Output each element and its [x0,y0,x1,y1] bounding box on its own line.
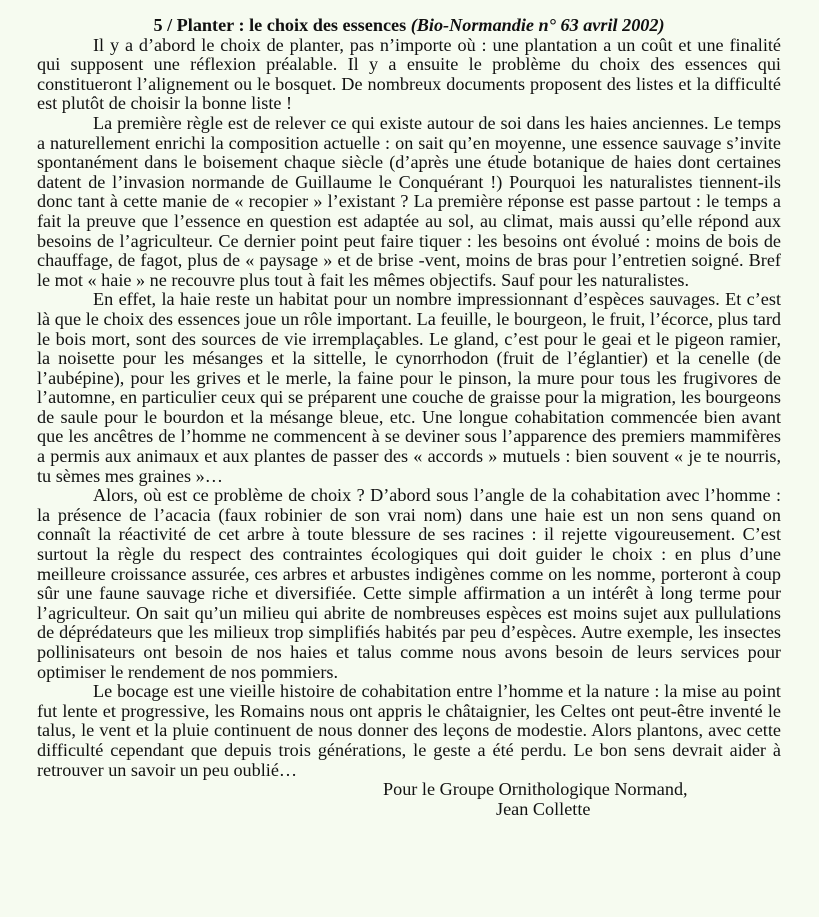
paragraph-2: La première règle est de relever ce qui existe autour de soi dans les haies anciennes. Le temps a naturellement enrichi la composition actuelle : on sait qu’en moyenne, une essence sauvage s’invite spontanément dans le boisement chaque siècle (d’après une étude botanique de haies dont certaines datent de l’invasion normande de Guillaume le Conquérant !) Pourquoi les naturalistes tiennent-ils donc tant à cette manie de « recopier » l’existant ? La première réponse est passe partout : le temps a fait la preuve que l’essence en question est adaptée au sol, au climat, mais aussi qu’elle répond aux besoins de l’agriculteur. Ce dernier point peut faire tiquer : les besoins ont évolué : moins de bois de chauffage, de fagot, plus de « paysage » et de brise -vent, moins de bras pour l’entretien soigné. Bref le mot « haie » ne recouvre plus tout à fait les mêmes objectifs. Sauf pour les naturalistes. [37,112,781,290]
paragraph-4: Alors, où est ce problème de choix ? D’abord sous l’angle de la cohabitation avec l’homme : la présence de l’acacia (faux robinier de son vrai nom) dans une haie est un non sens quand on connaît la réactivité de cet arbre à toute blessure de ses racines : il rejette vigoureusement. C’est surtout la règle du respect des contraintes écologiques qui doit guider le choix : en plus d’une meilleure croissance assurée, ces arbres et arbustes indigènes comme on les nomme, porteront à coup sûr une faune sauvage riche et diversifiée. Cette simple affirmation a un intérêt à long terme pour l’agriculteur. On sait qu’un milieu qui abrite de nombreuses espèces est moins sujet aux pullulations de déprédateurs que les milieux trop simplifiés habités par peu d’espèces. Autre exemple, les insectes pollinisateurs ont besoin de nos haies et talus comme nous avons besoin de leurs services pour optimiser le rendement de nos pommiers. [37,485,781,682]
paragraph-3: En effet, la haie reste un habitat pour un nombre impressionnant d’espèces sauvages. Et c’est là que le choix des essences joue un rôle important. La feuille, le bourgeon, le fruit, l’écorce, plus tard le bois mort, sont des sources de vie irremplaçables. Le gland, c’est pour le geai et le pigeon ramier, la noisette pour les mésanges et la sittelle, le cynorrhodon (fruit de l’églantier) et la cenelle (de l’aubépine), pour les grives et le merle, la faine pour le pinson, la mure pour tous les frugivores de l’automne, en particulier ceux qui se préparent une couche de graisse pour la migration, les bourgeons de saule pour le bourdon et la mésange bleue, etc. Une longue cohabitation commencée bien avant que les ancêtres de l’homme ne commencent à se deviner sous l’apparence des premiers mammifères a permis aux animaux et aux plantes de passer des « accords » mutuels : bien souvent « je te nourris, tu sèmes mes graines »… [37,289,781,486]
article-title [37,16,781,36]
signature-organization: Pour le Groupe Ornithologique Normand, [383,779,688,800]
signature-author: Jean Collette [496,798,591,819]
paragraph-5: Le bocage est une vieille histoire de cohabitation entre l’homme et la nature : la mise au point fut lente et progressive, les Romains nous ont appris le châtaignier, les Celtes ont peut-être inventé le talus, le vent et la pluie continuent de nous donner des leçons de modestie. Alors plantons, avec cette difficulté cependant que depuis trois générations, le geste a été perdu. Le bon sens devrait aider à retrouver un savoir un peu oublié… [37,681,781,780]
title-source: (Bio-Normandie n° 63 avril 2002) [410,15,665,35]
paragraph-1: Il y a d’abord le choix de planter, pas n’importe où : une plantation a un coût et une finalité qui supposent une réflexion préalable. Il y a ensuite le problème du choix des essences qui constitueront l’alignement ou le bosquet. De nombreux documents proposent des listes et la difficulté est plutôt de choisir la bonne liste ! [37,34,781,114]
title-text: 5 / Planter : le choix des essences [153,15,407,35]
signature [37,780,781,819]
